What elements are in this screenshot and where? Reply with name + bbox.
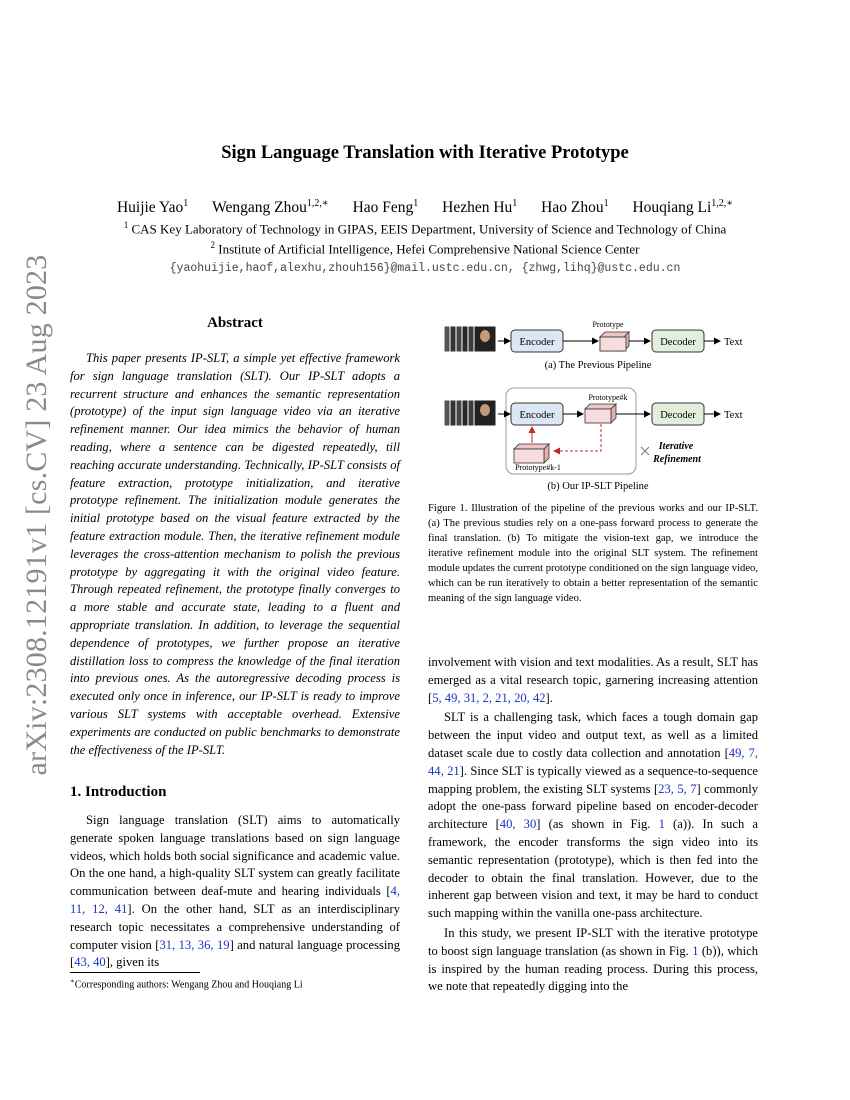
author-emails: {yaohuijie,haof,alexhu,zhouh156}@mail.ustc.edu.cn, {zhwg,lihq}@ustc.edu.cn bbox=[169, 262, 681, 275]
close-icon bbox=[641, 447, 649, 455]
author-list bbox=[0, 198, 850, 217]
encoder-label-b: Encoder bbox=[519, 410, 555, 421]
right-paragraph-continued: involvement with vision and text modalities. As a result, SLT has emerged as a vital research topic, garnering increasing attention [5, 49, 31, 2, 21, 20, 42]. bbox=[428, 655, 758, 705]
video-frames-icon-b bbox=[444, 400, 496, 426]
prototype-k-minus-1-label: Prototype#k-1 bbox=[515, 463, 561, 472]
decoder-label-b: Decoder bbox=[660, 410, 696, 421]
author-1: Huijie Yao$^1$ bbox=[116, 198, 189, 217]
refine-arrow-back bbox=[554, 424, 601, 451]
author-4: Hezhen Hu$^1$ bbox=[442, 198, 518, 217]
abstract-heading: Abstract bbox=[207, 315, 263, 331]
pipeline-figure bbox=[430, 310, 770, 500]
author-3: Hao Feng$^1$ bbox=[352, 198, 419, 217]
figure-ref-link[interactable]: 1 bbox=[692, 943, 699, 958]
figure-ref-link[interactable]: 1 bbox=[658, 817, 665, 832]
iterative-label: Iterative bbox=[658, 441, 694, 452]
footnote: ∗Corresponding authors: Wengang Zhou and Houqiang Li bbox=[70, 977, 303, 991]
encoder-label-a: Encoder bbox=[519, 337, 555, 348]
right-paragraph-3: In this study, we present IP-SLT with the iterative prototype to boost sign language translation (as shown in Fig. 1 (b)), which is inspired by the human reading process. During this process, we note that repeatedly digging into the bbox=[428, 925, 758, 994]
text-label-a: Text bbox=[724, 337, 743, 348]
citation-link[interactable]: 49, 7, 44, 21 bbox=[428, 745, 758, 778]
citation-link[interactable]: 40, 30 bbox=[499, 817, 537, 832]
prototype-k-label: Prototype#k bbox=[588, 393, 628, 402]
abstract-text: This paper presents IP-SLT, a simple yet effective framework for sign language translation (SLT). Our IP-SLT adopts a recurrent structure and enhances the semantic representation (prototype) of the input sign language video via an iterative refinement manner. Our idea mimics the behavior of human reading, where a sentence can be digested repeatedly, till reaching accurate understanding. Technically, IP-SLT consists of feature extraction, prototype initialization, and iterative prototype refinement. The initialization module generates the initial prototype based on the visual feature extracted by the feature extraction module. Then, the iterative refinement module leverages the cross-attention mechanism to polish the previous prototype by aggregating it with the original video feature. Through repeated refinement, the prototype finally converges to a more stable and accurate state, leading to a fluent and appropriate translation. In addition, to leverage the sequential dependence of prototypes, we further propose an iterative distillation loss to compress the knowledge of the final iteration into previous ones. As the autoregressive decoding process is executed only once in inference, our IP-SLT is ready to improve various SLT systems with acceptable overhead. Extensive experiments are conducted on public benchmarks to demonstrate the effectiveness of the IP-SLT. bbox=[70, 351, 400, 757]
footnote-divider bbox=[70, 972, 200, 973]
citation-link[interactable]: 31, 13, 36, 19 bbox=[159, 937, 230, 952]
subfigure-caption-b: (b) Our IP-SLT Pipeline bbox=[547, 481, 649, 492]
affiliation-1: $^1$ CAS Key Laboratory of Technology in GIPAS, EEIS Department, University of Science and Technology of China bbox=[123, 220, 727, 237]
prototype-label-a: Prototype bbox=[592, 320, 624, 329]
video-frames-icon-a bbox=[444, 326, 496, 352]
introduction-body bbox=[70, 812, 400, 972]
citation-link[interactable]: 23, 5, 7 bbox=[658, 781, 697, 796]
author-2: Wengang Zhou$^{1,2,∗}$ bbox=[212, 198, 329, 217]
prototype-block-k-minus-1 bbox=[514, 444, 549, 463]
subfigure-caption-a: (a) The Previous Pipeline bbox=[544, 360, 652, 371]
author-6: Houqiang $Li^{1,2,∗}$ bbox=[632, 198, 734, 217]
intro-paragraph-1: Sign language translation (SLT) aims to automatically generate spoken language translations based on sign language videos, which holds both social significance and academic value. On the one hand, a high-quality SLT system can greatly facilitate communication between deaf-mute and hearing individuals [4, 11, 12, 41]. On the other hand, SLT as an interdisciplinary research topic necessitates a comprehensive understanding of computer vision [31, 13, 36, 19] and natural language processing [43, 40], given its bbox=[70, 813, 400, 970]
text-label-b: Text bbox=[724, 410, 743, 421]
arxiv-identifier: arXiv:2308.12191v1 [cs.CV] 23 Aug 2023 bbox=[20, 254, 53, 776]
citation-link[interactable]: 5, 49, 31, 2, 21, 20, 42 bbox=[432, 690, 546, 705]
right-paragraph-2: SLT is a challenging task, which faces a tough domain gap between the input video and output text, as well as a limited dataset scale due to costly data collection and annotation [49, 7, 44, 21]. Since SLT is typically viewed as a sequence-to-sequence mapping problem, the existing SLT systems [23, 5, 7] commonly adopt the one-pass forward pipeline based on encoder-decoder architecture [40, 30] (as shown in Fig. 1 (a)). In such a framework, the encoder transforms the sign video into its semantic representation (prototype), which is then fed into the decoder to obtain the final translation. However, due to the inherent gap between vision and text, it may be hard to conduct such mapping within the vanilla one-pass architecture. bbox=[428, 710, 759, 921]
section-heading-introduction: 1. Introduction bbox=[70, 784, 167, 800]
citation-link[interactable]: 4, 11, 12, 41 bbox=[70, 884, 400, 916]
decoder-label-a: Decoder bbox=[660, 337, 696, 348]
author-5: Hao Zhou$^1$ bbox=[541, 198, 609, 217]
refinement-label: Refinement bbox=[653, 454, 701, 465]
affiliation-2: $^2$ Institute of Artificial Intelligence, Hefei Comprehensive National Science Center bbox=[210, 240, 640, 257]
paper-title: Sign Language Translation with Iterative Prototype bbox=[221, 143, 629, 163]
right-column-body bbox=[428, 654, 758, 996]
prototype-block-k bbox=[585, 404, 616, 423]
citation-link[interactable]: 43, 40 bbox=[74, 955, 106, 970]
prototype-block-a bbox=[600, 332, 629, 351]
figure-caption: Figure 1. Illustration of the pipeline of the previous works and our IP-SLT. (a) The previous studies rely on a one-pass forward process to generate the final translation. (b) To mitigate the vision-text gap, we introduce the iterative refinement module into the original SLT system. The refinement module updates the current prototype conditioned on the sign language video, which can be run iteratively to obtain a better representation of the semantic meaning of the sign language video. bbox=[428, 503, 758, 604]
abstract-body bbox=[70, 350, 400, 759]
